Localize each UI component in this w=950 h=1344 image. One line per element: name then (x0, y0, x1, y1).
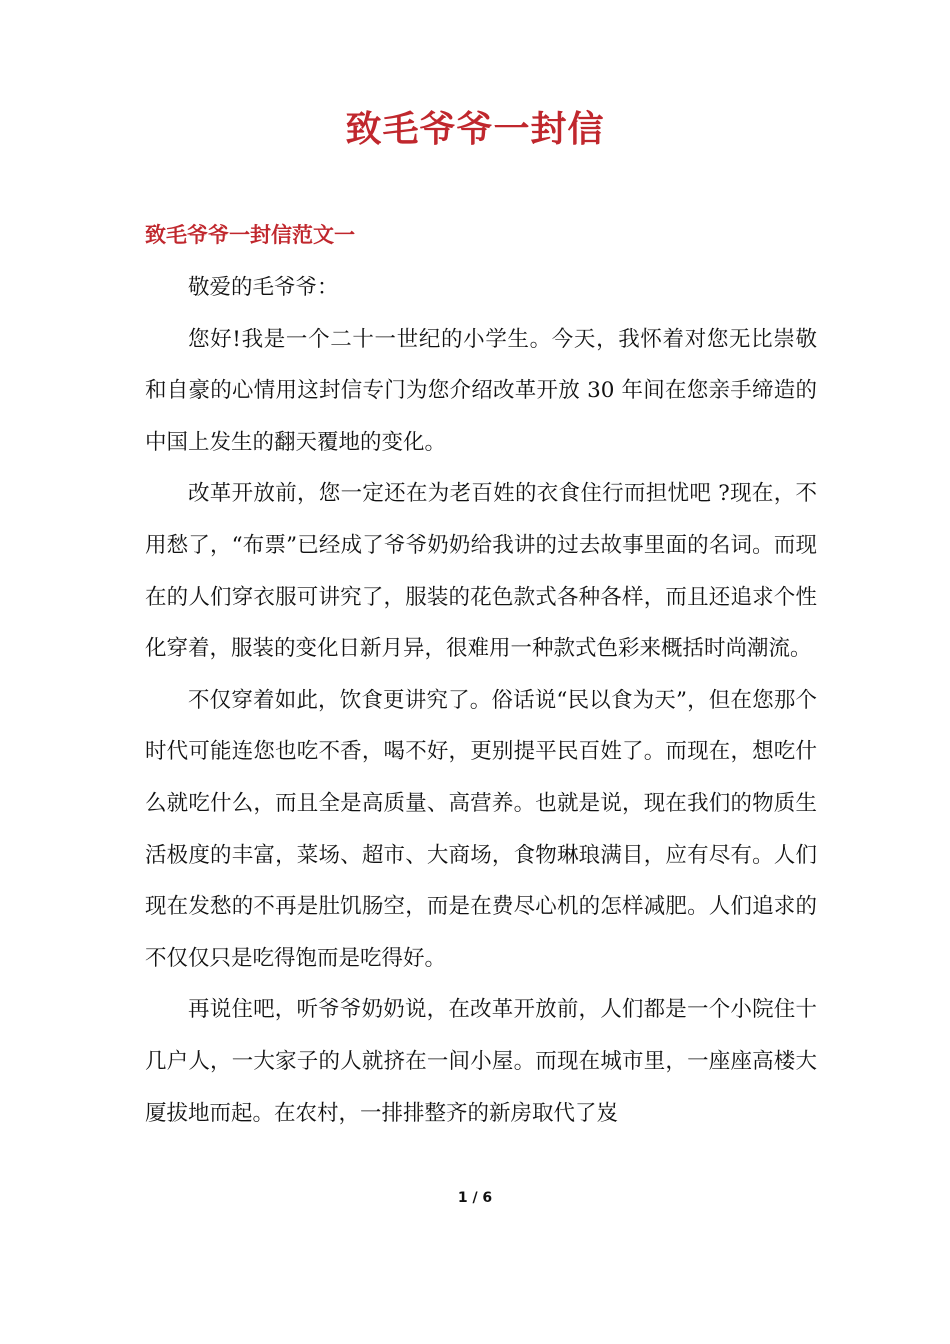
paragraph: 不仅穿着如此，饮食更讲究了。俗话说“民以食为天”，但在您那个时代可能连您也吃不香，喝不好，更别提平民百姓了。而现在，想吃什么就吃什么，而且全是高质量、高营养。也就是说，现在我们的物质生活极度的丰富，菜场、超市、大商场，食物琳琅满目，应有尽有。人们现在发愁的不再是肚饥肠空，而是在费尽心机的怎样减肥。人们追求的不仅仅只是吃得饱而是吃得好。 (145, 687, 817, 971)
salutation: 敬爱的毛爷爷： (188, 275, 339, 300)
paragraph: 再说住吧，听爷爷奶奶说，在改革开放前，人们都是一个小院住十几户人，一大家子的人就挤在一间小屋。而现在城市里，一座座高楼大厦拔地而起。在农村，一排排整齐的新房取代了岌 (145, 997, 817, 1126)
paragraph: 您好!我是一个二十一世纪的小学生。今天，我怀着对您无比崇敬和自豪的心情用这封信专门为您介绍改革开放 30 年间在您亲手缔造的中国上发生的翻天覆地的变化。 (145, 326, 817, 455)
letter-body (145, 262, 817, 1139)
paragraph: 改革开放前，您一定还在为老百姓的衣食住行而担忧吧 ?现在，不用愁了，“布票”已经成了爷爷奶奶给我讲的过去故事里面的名词。而现在的人们穿衣服可讲究了，服装的花色款式各种各样，而且还追求个性化穿着，服装的变化日新月异，很难用一种款式色彩来概括时尚潮流。 (145, 481, 817, 662)
section-heading: 致毛爷爷一封信范文一 (145, 223, 355, 247)
page-number: 1 / 6 (457, 1190, 493, 1206)
document-title: 致毛爷爷一封信 (345, 109, 605, 150)
